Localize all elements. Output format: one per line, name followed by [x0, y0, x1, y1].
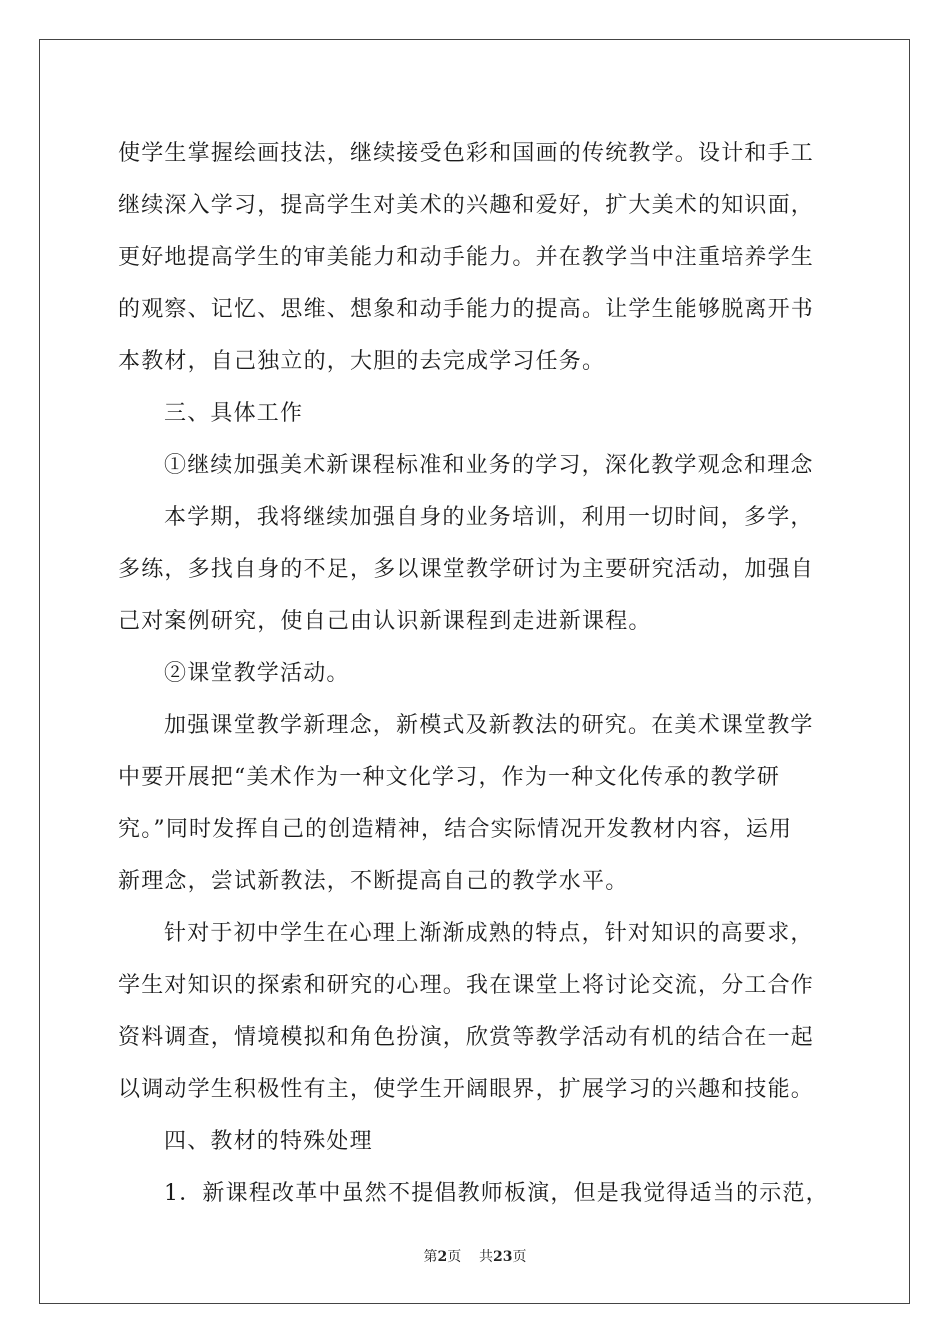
page-unit: 页 [447, 1249, 462, 1265]
text-line: 本教材，自己独立的，大胆的去完成学习任务。 [118, 349, 606, 374]
total-prefix: 共 [479, 1249, 494, 1265]
text-line: 资料调查，情境模拟和角色扮演，欣赏等教学活动有机的结合在一起 [118, 1025, 815, 1050]
text-line: 更好地提高学生的审美能力和动手能力。并在教学当中注重培养学生 [118, 245, 815, 270]
total-unit: 页 [512, 1249, 527, 1265]
text-line: 以调动学生积极性有主，使学生开阔眼界，扩展学习的兴趣和技能。 [118, 1077, 815, 1102]
text-line: 的观察、记忆、思维、想象和动手能力的提高。让学生能够脱离开书 [118, 297, 815, 322]
page-prefix: 第 [423, 1249, 438, 1265]
text-line: ②课堂教学活动。 [164, 661, 350, 686]
text-line: 四、教材的特殊处理 [164, 1129, 373, 1154]
text-line: 1．新课程改革中虽然不提倡教师板演，但是我觉得适当的示范， [164, 1181, 829, 1206]
page-number: 2 [437, 1249, 448, 1265]
text-line: 本学期，我将继续加强自身的业务培训，利用一切时间，多学， [164, 505, 814, 530]
page-footer [0, 1246, 950, 1266]
text-line: 针对于初中学生在心理上渐渐成熟的特点，针对知识的高要求， [164, 921, 814, 946]
text-line: ①继续加强美术新课程标准和业务的学习，深化教学观念和理念 [164, 453, 814, 478]
text-line: 多练，多找自身的不足，多以课堂教学研讨为主要研究活动，加强自 [118, 557, 815, 582]
text-line: 继续深入学习，提高学生对美术的兴趣和爱好，扩大美术的知识面， [118, 193, 815, 218]
document-body [118, 128, 844, 1220]
text-line: 究。”同时发挥自己的创造精神，结合实际情况开发教材内容，运用 [118, 817, 793, 842]
text-line: 己对案例研究，使自己由认识新课程到走进新课程。 [118, 609, 652, 634]
text-line: 三、具体工作 [164, 401, 304, 426]
text-line: 学生对知识的探索和研究的心理。我在课堂上将讨论交流，分工合作 [118, 973, 815, 998]
text-line: 新理念，尝试新教法，不断提高自己的教学水平。 [118, 869, 629, 894]
text-line: 加强课堂教学新理念，新模式及新教法的研究。在美术课堂教学 [164, 713, 814, 738]
total-pages: 23 [493, 1249, 513, 1265]
text-line: 使学生掌握绘画技法，继续接受色彩和国画的传统教学。设计和手工 [118, 141, 815, 166]
text-line: 中要开展把“美术作为一种文化学习，作为一种文化传承的教学研 [118, 765, 781, 790]
